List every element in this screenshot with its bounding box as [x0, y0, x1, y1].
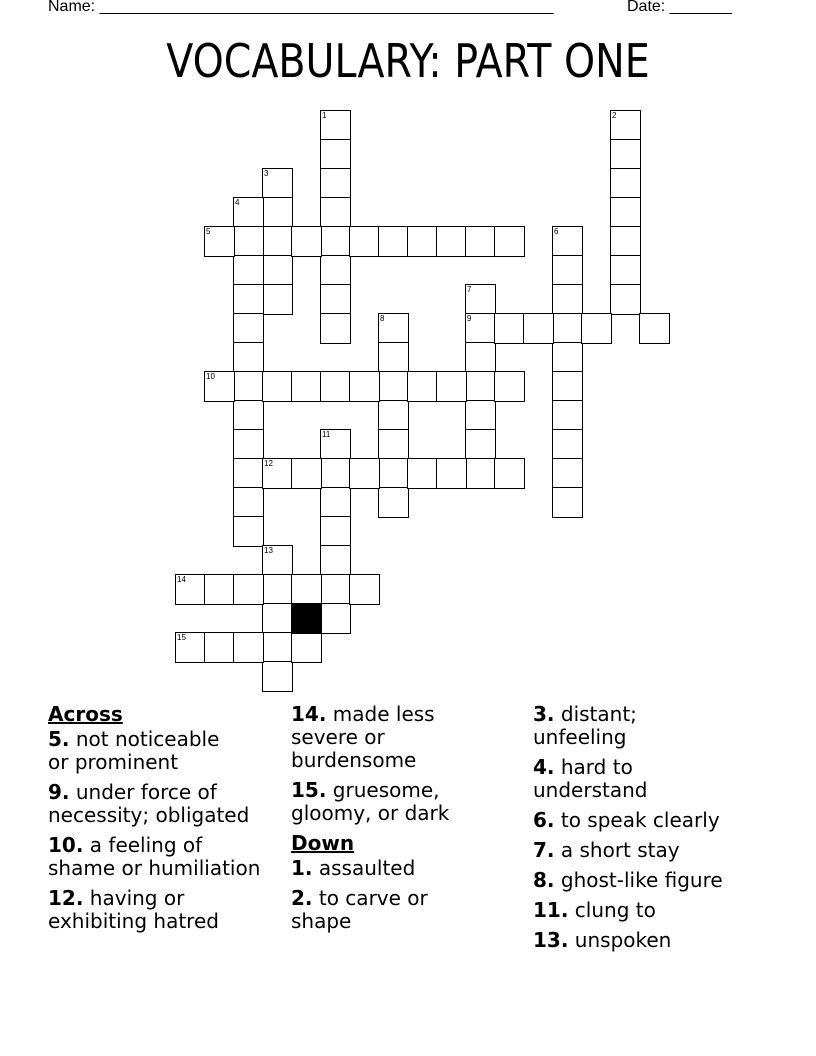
grid-cell[interactable]	[233, 574, 264, 605]
grid-cell[interactable]	[407, 458, 438, 489]
grid-cell[interactable]	[523, 313, 554, 344]
grid-cell[interactable]	[494, 313, 525, 344]
grid-cell[interactable]	[320, 255, 351, 286]
grid-cell[interactable]	[552, 458, 583, 489]
clue-down-1: 1. assaulted	[291, 856, 416, 880]
grid-cell[interactable]	[320, 284, 351, 315]
page-title: VOCABULARY: PART ONE	[166, 34, 650, 88]
grid-cell[interactable]	[349, 371, 380, 402]
clue-number: 11	[322, 430, 331, 439]
grid-cell[interactable]	[465, 400, 496, 431]
grid-cell[interactable]	[233, 226, 264, 257]
grid-cell[interactable]	[610, 197, 641, 228]
grid-cell[interactable]	[204, 371, 235, 402]
grid-cell[interactable]	[320, 429, 351, 460]
grid-cell[interactable]	[320, 139, 351, 170]
grid-cell[interactable]	[262, 458, 293, 489]
clue-down-6: 6. to speak clearly	[533, 808, 720, 832]
grid-cell[interactable]	[378, 458, 409, 489]
clue-number: 15	[177, 633, 186, 642]
grid-cell[interactable]	[465, 371, 496, 402]
grid-cell[interactable]	[233, 255, 264, 286]
grid-cell[interactable]	[291, 458, 322, 489]
grid-cell[interactable]	[378, 400, 409, 431]
down-heading: Down	[291, 831, 355, 855]
clue-number: 3	[264, 169, 269, 178]
clue-number: 8	[380, 314, 385, 323]
clue-number: 10	[206, 372, 215, 381]
grid-cell[interactable]	[320, 226, 351, 257]
grid-cell[interactable]	[233, 284, 264, 315]
clues-column-1	[48, 703, 283, 940]
grid-cell[interactable]	[262, 661, 293, 692]
clue-down-3: 3. distant; unfeeling	[533, 702, 637, 749]
clue-number: 5	[206, 227, 211, 236]
clue-number: 6	[554, 227, 559, 236]
grid-cell[interactable]	[233, 458, 264, 489]
grid-cell[interactable]	[320, 545, 351, 576]
grid-cell[interactable]	[175, 574, 206, 605]
grid-cell[interactable]	[552, 313, 583, 344]
grid-cell[interactable]	[233, 342, 264, 373]
date-field[interactable]: Date: _______	[627, 0, 732, 15]
grid-cell[interactable]	[320, 487, 351, 518]
clue-across-15: 15. gruesome, gloomy, or dark	[291, 778, 450, 825]
grid-cell[interactable]	[552, 429, 583, 460]
grid-cell[interactable]	[436, 226, 467, 257]
clue-down-11: 11. clung to	[533, 898, 656, 922]
grid-cell[interactable]	[204, 226, 235, 257]
clues-column-3	[533, 703, 773, 959]
grid-cell[interactable]	[262, 255, 293, 286]
grid-cell[interactable]	[378, 487, 409, 518]
grid-cell[interactable]	[233, 516, 264, 547]
grid-cell[interactable]	[552, 400, 583, 431]
grid-cell[interactable]	[552, 371, 583, 402]
grid-cell[interactable]	[262, 545, 293, 576]
grid-cell[interactable]	[204, 632, 235, 663]
grid-cell[interactable]	[378, 429, 409, 460]
grid-cell[interactable]	[465, 226, 496, 257]
grid-cell[interactable]	[407, 226, 438, 257]
grid-cell[interactable]	[262, 371, 293, 402]
grid-cell[interactable]	[465, 458, 496, 489]
clue-number: 7	[467, 285, 472, 294]
grid-cell[interactable]	[494, 371, 525, 402]
grid-cell[interactable]	[349, 226, 380, 257]
grid-cell[interactable]	[465, 429, 496, 460]
grid-cell[interactable]	[610, 284, 641, 315]
grid-cell[interactable]	[349, 458, 380, 489]
clue-across-10: 10. a feeling of shame or humiliation	[48, 833, 261, 880]
grid-cell[interactable]	[552, 284, 583, 315]
grid-cell[interactable]	[291, 574, 322, 605]
grid-cell[interactable]	[378, 371, 409, 402]
grid-cell[interactable]	[291, 226, 322, 257]
grid-cell[interactable]	[262, 574, 293, 605]
clues-column-2	[291, 703, 526, 940]
clue-across-12: 12. having or exhibiting hatred	[48, 886, 219, 933]
grid-cell[interactable]	[378, 226, 409, 257]
grid-cell[interactable]	[610, 168, 641, 199]
grid-cell[interactable]	[262, 284, 293, 315]
grid-cell[interactable]	[465, 342, 496, 373]
grid-cell[interactable]	[320, 197, 351, 228]
grid-cell[interactable]	[262, 603, 293, 634]
clue-down-4: 4. hard to understand	[533, 755, 648, 802]
grid-cell[interactable]	[320, 574, 351, 605]
grid-cell[interactable]	[320, 168, 351, 199]
grid-cell[interactable]	[465, 313, 496, 344]
black-cell	[291, 603, 322, 634]
clue-number: 9	[467, 314, 472, 323]
grid-cell[interactable]	[610, 110, 641, 141]
name-field[interactable]: Name: ___________________________________________________	[48, 0, 554, 15]
grid-cell[interactable]	[552, 487, 583, 518]
grid-cell[interactable]	[233, 487, 264, 518]
grid-cell[interactable]	[552, 342, 583, 373]
grid-cell[interactable]	[291, 371, 322, 402]
clue-number: 14	[177, 575, 186, 584]
grid-cell[interactable]	[233, 429, 264, 460]
grid-cell[interactable]	[378, 342, 409, 373]
across-heading: Across	[48, 702, 123, 726]
grid-cell[interactable]	[291, 632, 322, 663]
clue-down-13: 13. unspoken	[533, 928, 672, 952]
grid-cell[interactable]	[233, 197, 264, 228]
clue-number: 4	[235, 198, 240, 207]
grid-cell[interactable]	[320, 313, 351, 344]
grid-cell[interactable]	[233, 632, 264, 663]
clue-down-7: 7. a short stay	[533, 838, 680, 862]
grid-cell[interactable]	[262, 197, 293, 228]
grid-cell[interactable]	[320, 458, 351, 489]
grid-cell[interactable]	[262, 226, 293, 257]
clue-across-14: 14. made less severe or burdensome	[291, 702, 435, 772]
grid-cell[interactable]	[320, 603, 351, 634]
grid-cell[interactable]	[378, 313, 409, 344]
clue-number: 2	[612, 111, 617, 120]
grid-cell[interactable]	[233, 400, 264, 431]
grid-cell[interactable]	[407, 371, 438, 402]
grid-cell[interactable]	[465, 284, 496, 315]
grid-cell[interactable]	[262, 168, 293, 199]
clue-number: 13	[264, 546, 273, 555]
grid-cell[interactable]	[233, 371, 264, 402]
grid-cell[interactable]	[349, 574, 380, 605]
grid-cell[interactable]	[610, 139, 641, 170]
grid-cell[interactable]	[494, 458, 525, 489]
clue-number: 12	[264, 459, 273, 468]
grid-cell[interactable]	[610, 226, 641, 257]
grid-cell[interactable]	[436, 458, 467, 489]
grid-cell[interactable]	[552, 255, 583, 286]
clue-down-2: 2. to carve or shape	[291, 886, 428, 933]
grid-cell[interactable]	[320, 371, 351, 402]
grid-cell[interactable]	[233, 313, 264, 344]
clue-across-5: 5. not noticeable or prominent	[48, 727, 220, 774]
grid-cell[interactable]	[320, 110, 351, 141]
clue-across-9: 9. under force of necessity; obligated	[48, 780, 250, 827]
grid-cell[interactable]	[610, 255, 641, 286]
clue-down-8: 8. ghost-like figure	[533, 868, 723, 892]
grid-cell[interactable]	[552, 226, 583, 257]
grid-cell[interactable]	[581, 313, 612, 344]
grid-cell[interactable]	[436, 371, 467, 402]
grid-cell[interactable]	[639, 313, 670, 344]
clue-number: 1	[322, 111, 327, 120]
grid-cell[interactable]	[320, 516, 351, 547]
grid-cell[interactable]	[494, 226, 525, 257]
grid-cell[interactable]	[204, 574, 235, 605]
grid-cell[interactable]	[175, 632, 206, 663]
grid-cell[interactable]	[262, 632, 293, 663]
